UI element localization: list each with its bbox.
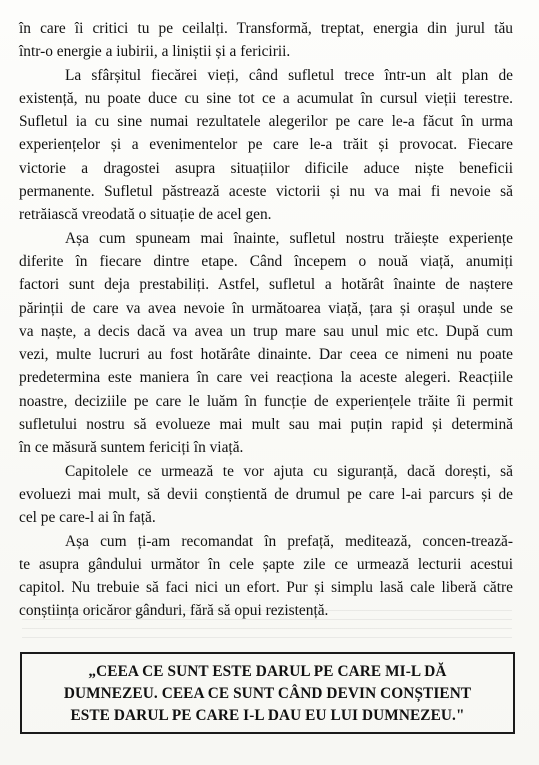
text-line: într-o energie a iubirii, a liniștii și a fericirii. [19,43,291,61]
text-line: în ce măsură suntem fericiți în viață. [19,439,244,457]
body-text [19,17,513,623]
text-line: predetermina este maniera în care vei reacționa la aceste alegeri. Reacțiile [19,369,513,387]
quote-line: ESTE DARUL PE CARE I-L DAU EU LUI DUMNEZEU." [70,706,465,724]
text-line: capitol. Nu trebuie să faci nici un efort. Pur și simplu lasă cale liberă către [19,579,513,597]
text-line: va naște, a decis dacă va avea un trup mare sau unul mic etc. După cum [19,322,513,340]
paragraph-2 [19,64,513,227]
text-line: noastre, deciziile pe care le luăm în funcție de experiențele trăite îi permit [19,392,513,410]
paragraph-3 [19,227,513,460]
text-line: experiențelor și a evenimentelor pe care le-a trăit și provocat. Fiecare [19,136,513,154]
paragraph-5 [19,530,513,623]
text-line: victorie a dragostei asupra situațiilor dificile aduce niște beneficii [19,159,513,177]
text-line: Capitolele ce urmează te vor ajuta cu siguranță, dacă dorești, să [65,462,513,480]
text-line: diferite în fiecare dintre etape. Când începem o nouă viață, anumiți [19,252,513,270]
text-line: Sufletul ia cu sine numai rezultatele alegerilor pe care le-a făcut în urma [19,113,513,131]
paragraph-4 [19,460,513,530]
text-line: existență, nu poate duce cu sine tot ce a acumulat în cursul vieții terestre. [19,89,513,107]
text-line: te asupra gândului următor în cele șapte zile ce urmează lecturii acestui [19,555,513,573]
text-line: La sfârșitul fiecărei vieți, când sufletul trece într-un alt plan de [65,66,513,84]
text-line: sufletului nostru să evolueze mai mult sau mai puțin rapid și determină [19,416,513,434]
text-line: retrăiască vreodată o situație de acel gen. [19,206,272,224]
text-line: permanente. Sufletul păstrează aceste victorii și nu va mai fi nevoie să [19,183,513,201]
text-line: Așa cum ți-am recomandat în prefață, meditează, concen-trează- [65,532,513,550]
text-line: părinții de care va avea nevoie în următoarea viață, țara și orașul unde se [19,299,513,317]
paragraph-1 [19,17,513,64]
text-line: în care îi critici tu pe ceilalți. Transformă, treptat, energia din jurul tău [19,20,513,37]
text-line: conștiința oricăror gânduri, fără să opui rezistență. [19,602,329,620]
quote-line: „CEEA CE SUNT ESTE DARUL PE CARE MI-L DĂ [88,662,447,680]
quote-line: DUMNEZEU. CEEA CE SUNT CÂND DEVIN CONȘTIENT [63,684,472,702]
text-line: cel pe care-l ai în față. [19,509,156,527]
text-line: vezi, multe lucruri au fost hotărâte dinainte. Dar ceea ce nimeni nu poate [19,346,513,364]
text-line: Așa cum spuneam mai înainte, sufletul nostru trăiește experiențe [65,229,513,247]
quote-box [20,652,515,734]
text-line: factori sunt deja prestabiliți. Astfel, sufletul a hotărât înainte de naștere [19,276,513,294]
text-line: evoluezi mai mult, să devii conștientă de drumul pe care l-ai parcurs și de [19,485,513,503]
